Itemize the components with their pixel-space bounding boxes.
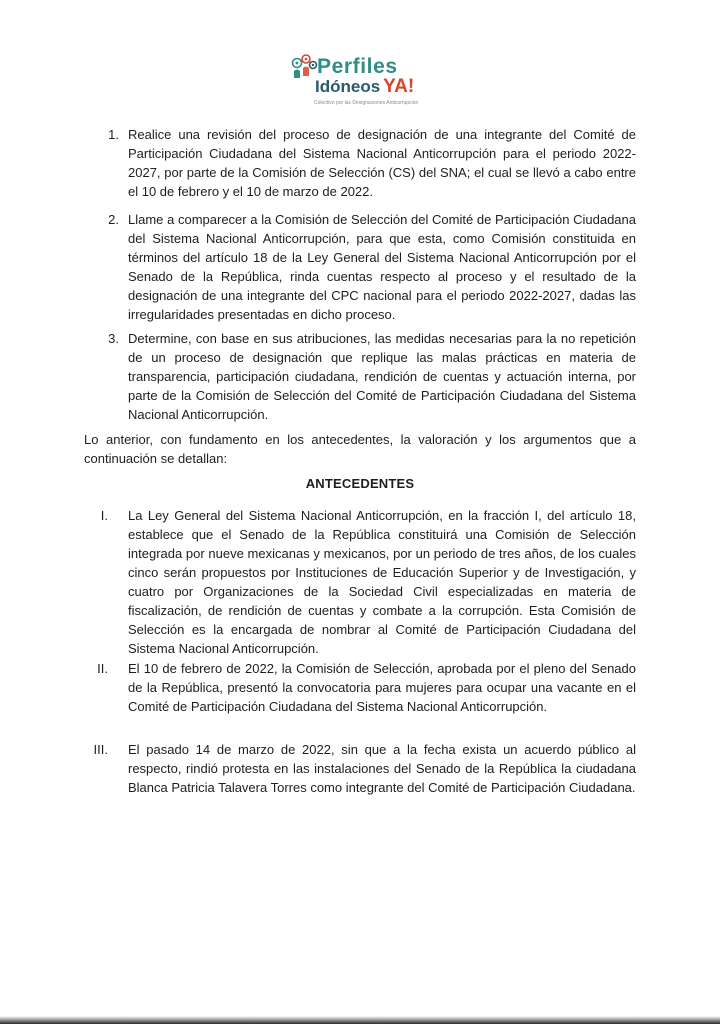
- logo-text-perfiles: Perfiles: [317, 55, 398, 78]
- antecedente-2: El 10 de febrero de 2022, la Comisión de Selección, aprobada por el pleno del Senado de la República, presentó la convocatoria para mujeres para ocupar una vacante en el Comité de Participación Ciudadana del Sistema Nacional Anticorrupción.: [128, 661, 636, 714]
- logo-text-idoneos-word: Idóneos: [315, 77, 381, 96]
- antecedente-3: El pasado 14 de marzo de 2022, sin que a la fecha exista un acuerdo público al respecto, rindió protesta en las instalaciones del Senado de la República la ciudadana Blanca Patricia Talavera Torres como integrante del Comité de Participación Ciudadana.: [128, 742, 636, 795]
- section-heading-antecedentes: ANTECEDENTES: [305, 476, 415, 491]
- item-marker-3: 3.: [108, 331, 119, 346]
- item-marker-2: 2.: [108, 212, 119, 227]
- numbered-item-2: Llame a comparecer a la Comisión de Selección del Comité de Participación Ciudadana del Sistema Nacional Anticorrupción, para que esta, como Comisión constituida en términos del artículo 18 de la Ley General del Sistema Nacional Anticorrupción por el Senado de la República, rinda cuentas respecto al proceso y el resultado de la designación de una integrante del CPC nacional para el periodo 2022-2027, dadas las irregularidades presentadas en dicho proceso.: [128, 212, 636, 322]
- page-bottom-edge: [0, 1016, 720, 1024]
- closing-paragraph: Lo anterior, con fundamento en los antecedentes, la valoración y los argumentos que a continuación se detallan:: [84, 432, 636, 466]
- perfiles-idoneos-logo: [290, 54, 440, 116]
- people-network-icon: [290, 54, 318, 86]
- antecedente-1: La Ley General del Sistema Nacional Anticorrupción, en la fracción I, del artículo 18, establece que el Senado de la República constituirá una Comisión de Selección integrada por nueve mexicanas y mexicanos, por un periodo de tres años, de los cuales cinco serán propuestos por Instituciones de Educación Superior y de Investigación, y cuatro por Organizaciones de la Sociedad Civil especializadas en materia de fiscalización, de rendición de cuentas y combate a la corrupción. Esta Comisión de Selección es la encargada de nombrar al Comité de Participación Ciudadana del Sistema Nacional Anticorrupción.: [128, 508, 636, 656]
- logo-text-idoneos: [315, 76, 414, 98]
- antecedente-marker-3: III.: [93, 742, 108, 757]
- numbered-item-1: Realice una revisión del proceso de designación de una integrante del Comité de Participación Ciudadana del Sistema Nacional Anticorrupción para el periodo 2022-2027, por parte de la Comisión de Selección (CS) del SNA; el cual se llevó a cabo entre el 10 de febrero y el 10 de marzo de 2022.: [128, 127, 636, 199]
- item-marker-1: 1.: [108, 127, 119, 142]
- logo-tagline: Colectivo por las Designaciones Anticorrupción: [314, 100, 419, 106]
- numbered-item-3: Determine, con base en sus atribuciones, las medidas necesarias para la no repetición de un proceso de designación que replique las malas prácticas en materia de transparencia, participación ciudadana, rendición de cuentas y actuación interna, por parte de la Comisión de Selección del Comité de Participación Ciudadana del Sistema Nacional Anticorrupción.: [128, 331, 636, 422]
- antecedente-marker-1: I.: [100, 508, 108, 523]
- logo-text-ya: YA!: [383, 76, 415, 97]
- antecedente-marker-2: II.: [97, 661, 108, 676]
